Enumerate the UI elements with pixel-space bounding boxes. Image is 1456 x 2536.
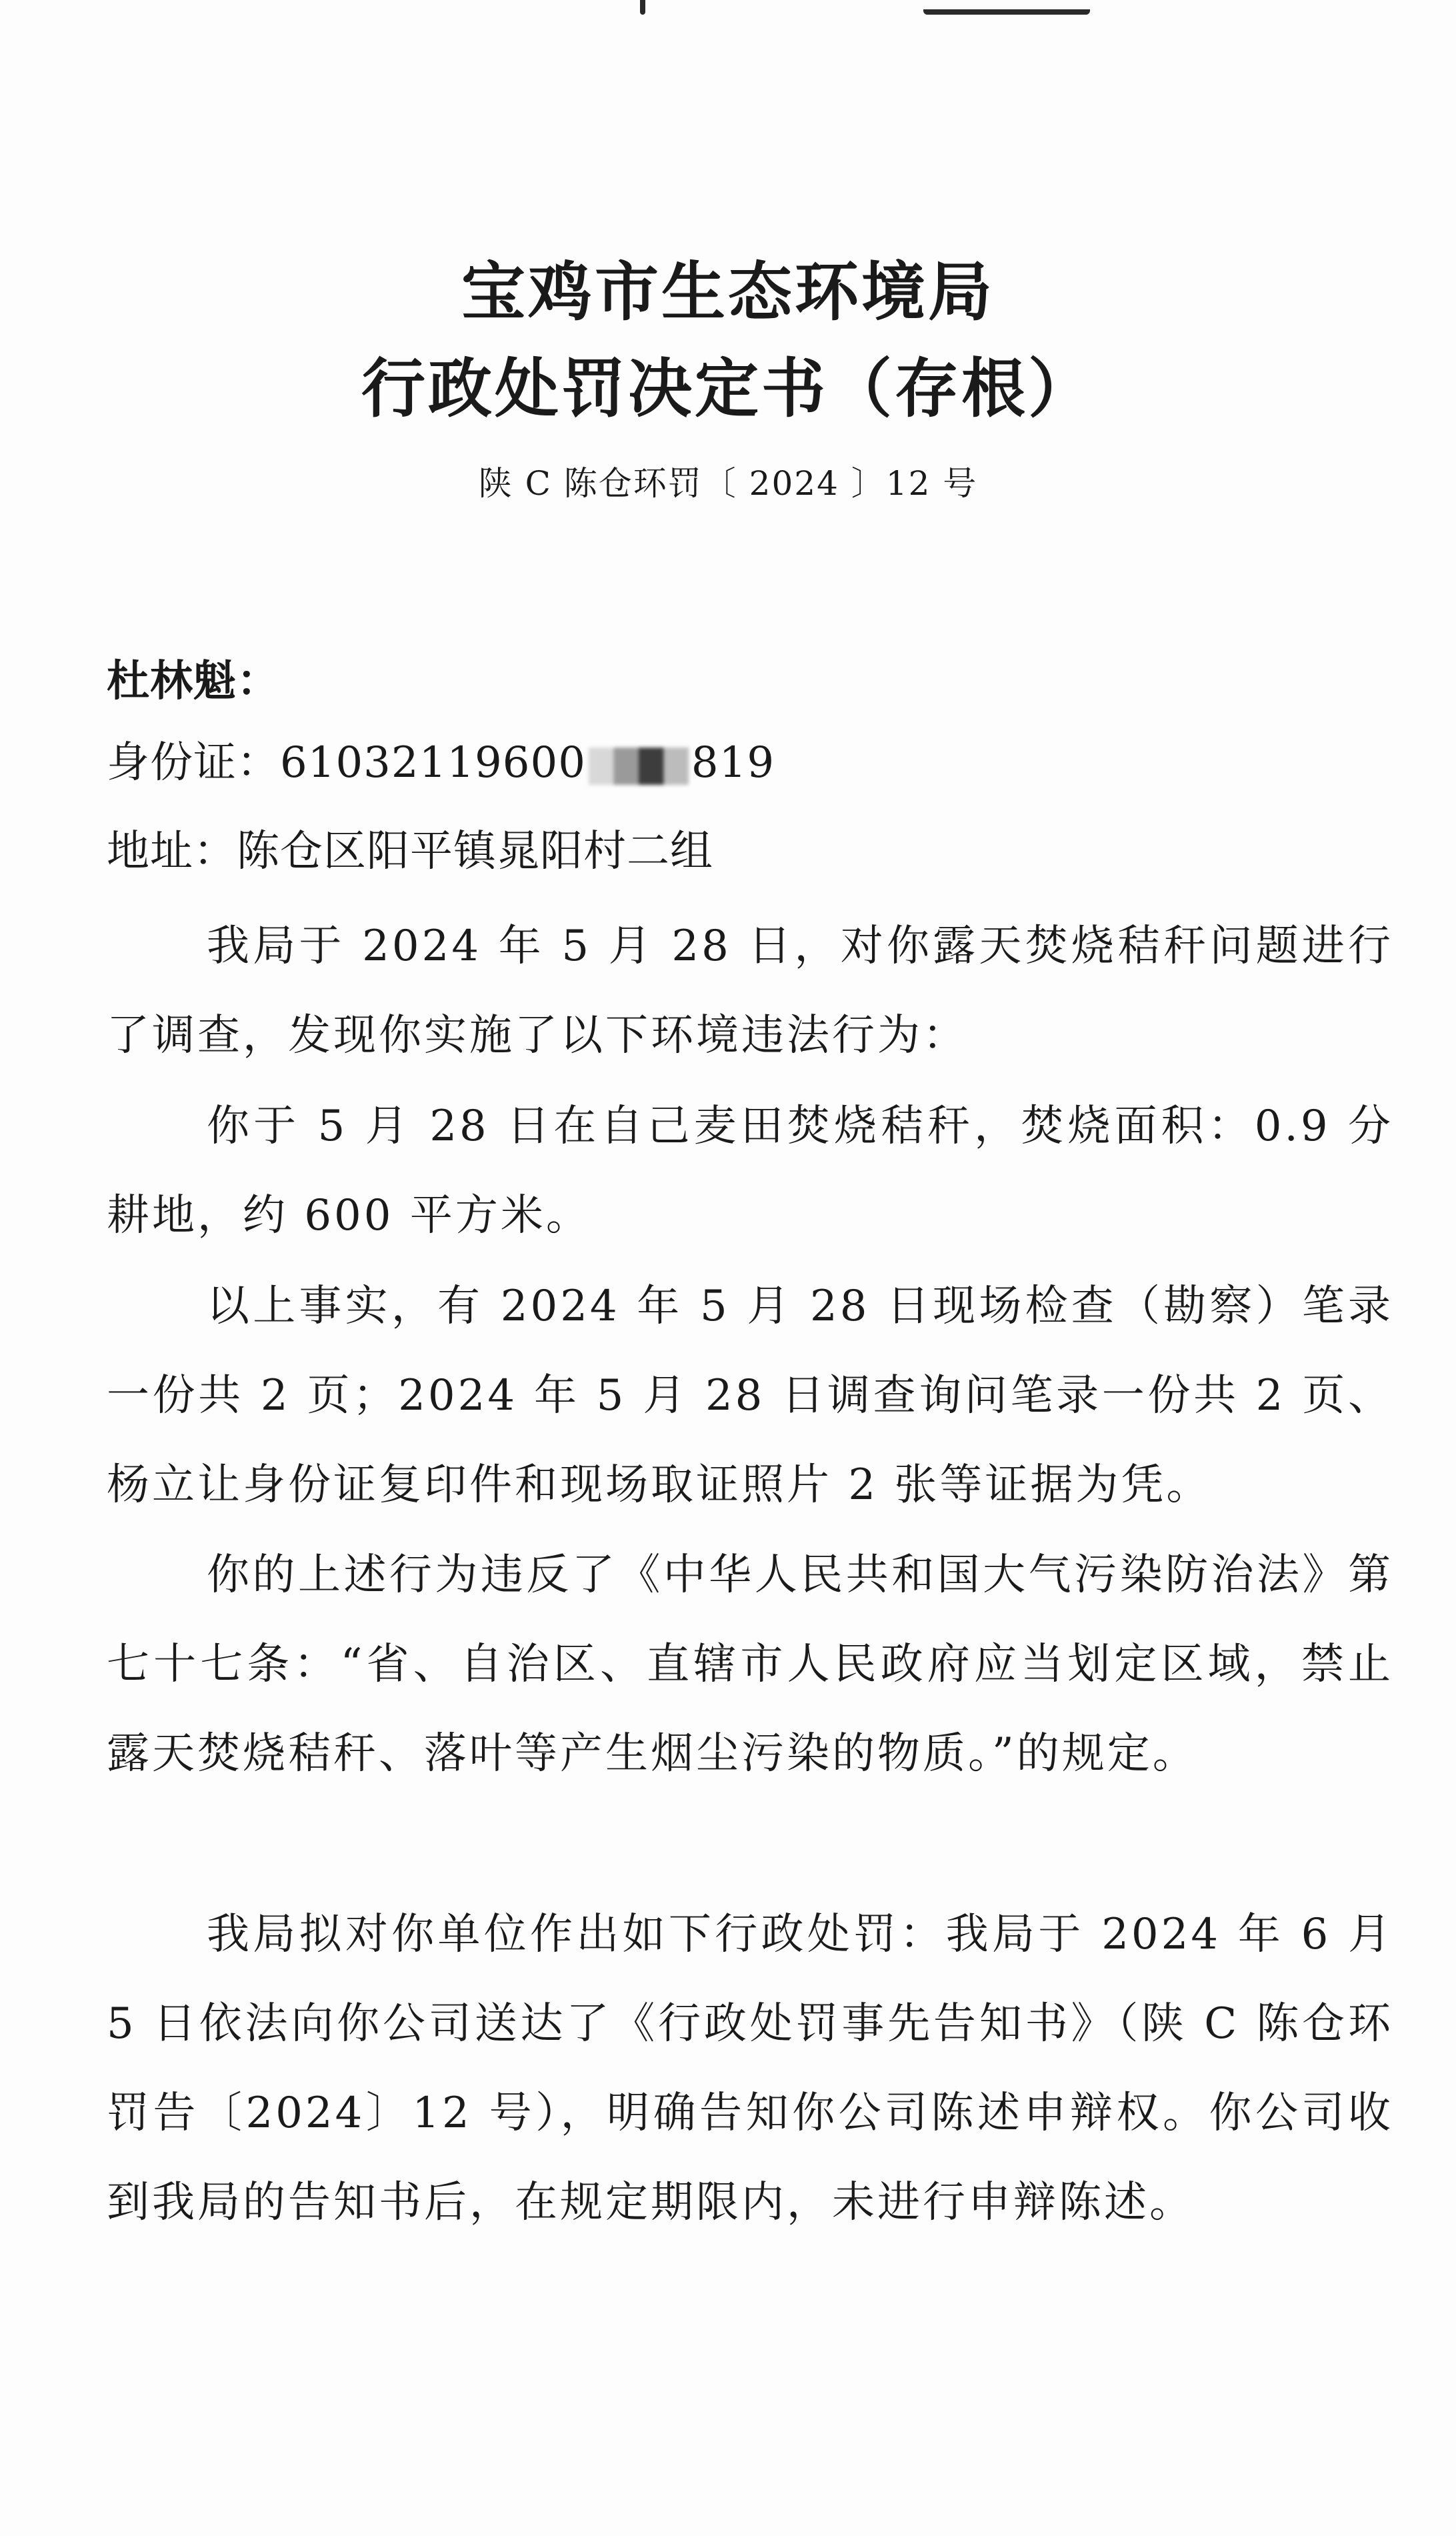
paragraph-legal-basis: 你的上述行为违反了《中华人民共和国大气污染防治法》第七十七条：“省、自治区、直辖市人民政府应当划定区域，禁止露天焚烧秸秆、落叶等产生烟尘污染的物质。”的规定。 — [107, 1550, 1393, 1778]
id-number-prefix: 61032119600 — [280, 738, 586, 788]
paragraph-evidence: 以上事实，有 2024 年 5 月 28 日现场检查（勘察）笔录一份共 2 页；2024 年 5 月 28 日调查询问笔录一份共 2 页、杨立让身份证复印件和现场取证照片 2 张等证据为凭。 — [107, 1282, 1393, 1510]
scan-mark — [640, 0, 645, 15]
paragraph-violation: 你于 5 月 28 日在自己麦田焚烧秸秆，焚烧面积：0.9 分耕地，约 600 平方米。 — [107, 1102, 1393, 1240]
id-label: 身份证： — [107, 738, 280, 788]
document-title: 行政处罚决定书（存根） — [361, 351, 1095, 426]
issuing-authority-title: 宝鸡市生态环境局 — [461, 255, 995, 329]
scan-mark — [923, 9, 1090, 15]
id-number-suffix: 819 — [691, 738, 775, 788]
id-number-line — [107, 738, 775, 788]
address-line: 地址：陈仓区阳平镇晁阳村二组 — [107, 827, 713, 876]
paragraph-investigation: 我局于 2024 年 5 月 28 日，对你露天焚烧秸秆问题进行了调查，发现你实施了以下环境违法行为： — [107, 922, 1393, 1060]
recipient-name: 杜林魁： — [107, 657, 280, 706]
redaction-blur — [589, 748, 689, 785]
document-number: 陕 C 陈仓环罚〔 2024 〕12 号 — [478, 464, 978, 503]
paragraph-penalty-notice: 我局拟对你单位作出如下行政处罚：我局于 2024 年 6 月 5 日依法向你公司送达了《行政处罚事先告知书》（陕 C 陈仓环罚告〔2024〕12 号），明确告知你公司陈述申辩权。你公司收到我局的告知书后，在规定期限内，未进行申辩陈述。 — [107, 1910, 1393, 2227]
